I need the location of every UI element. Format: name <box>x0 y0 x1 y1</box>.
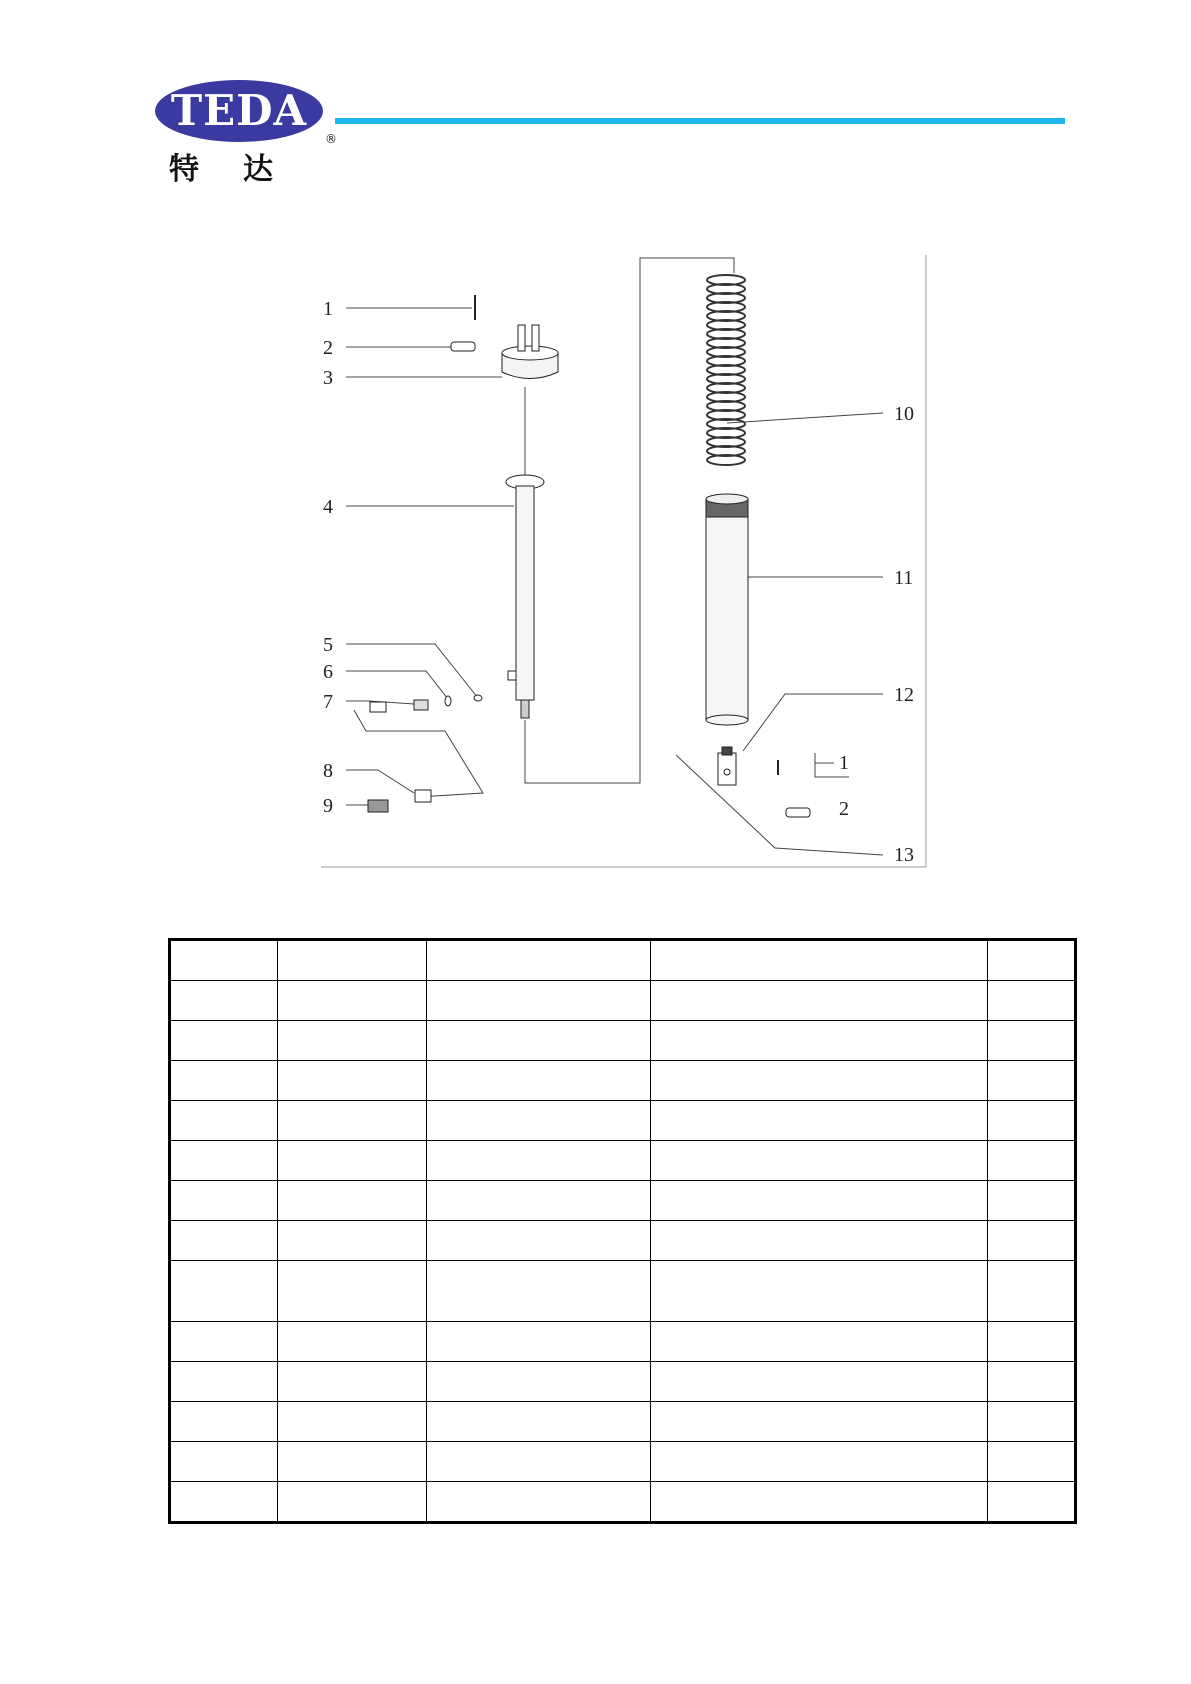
table-cell <box>427 1021 651 1061</box>
table-cell <box>277 1101 427 1141</box>
table-row <box>170 1021 1076 1061</box>
callout-5: 5 <box>323 634 333 656</box>
table-cell <box>277 1221 427 1261</box>
table-cell <box>651 1482 988 1523</box>
table-cell <box>988 1101 1076 1141</box>
table-cell <box>651 1141 988 1181</box>
table-cell <box>651 1181 988 1221</box>
table-cell <box>277 981 427 1021</box>
registered-mark: ® <box>325 132 337 146</box>
table-cell <box>988 1482 1076 1523</box>
table-cell <box>651 1442 988 1482</box>
teda-logo <box>155 80 337 187</box>
table-row <box>170 981 1076 1021</box>
callout-11: 11 <box>894 567 914 589</box>
callout-7: 7 <box>323 691 333 713</box>
callout-6: 6 <box>323 661 333 683</box>
table-cell <box>170 1181 278 1221</box>
part-6 <box>445 696 451 706</box>
table-cell <box>170 940 278 981</box>
callout-8: 8 <box>323 760 333 782</box>
tube-part-11 <box>706 494 748 725</box>
table-cell <box>427 1181 651 1221</box>
table-row <box>170 1442 1076 1482</box>
table-cell <box>170 1362 278 1402</box>
logo-chinese-text: 特达 <box>169 152 317 187</box>
logo-brand-text: TEDA <box>170 86 308 135</box>
callout-13: 13 <box>894 844 914 866</box>
table-cell <box>988 1362 1076 1402</box>
table-row <box>170 1141 1076 1181</box>
callout-12: 12 <box>894 684 914 706</box>
table-cell <box>427 940 651 981</box>
table-cell <box>651 1261 988 1322</box>
table-cell <box>277 1442 427 1482</box>
table-cell <box>651 940 988 981</box>
table-row <box>170 1221 1076 1261</box>
table-cell <box>170 1061 278 1101</box>
table-cell <box>170 1442 278 1482</box>
table-cell <box>277 1482 427 1523</box>
table-cell <box>427 1261 651 1322</box>
table-cell <box>988 1322 1076 1362</box>
callout-2-right: 2 <box>839 798 849 820</box>
table-cell <box>988 1141 1076 1181</box>
table-cell <box>427 1101 651 1141</box>
table-row <box>170 1322 1076 1362</box>
table-cell <box>277 1061 427 1101</box>
header-divider-line <box>335 118 1065 124</box>
table-cell <box>170 1482 278 1523</box>
table-cell <box>651 1322 988 1362</box>
table-cell <box>277 1322 427 1362</box>
table-cell <box>988 940 1076 981</box>
table-row <box>170 1061 1076 1101</box>
callout-2: 2 <box>323 337 333 359</box>
table-cell <box>988 1442 1076 1482</box>
table-cell <box>427 1322 651 1362</box>
table-row <box>170 1261 1076 1322</box>
part-8 <box>415 790 431 802</box>
table-cell <box>988 1261 1076 1322</box>
parts-diagram-svg <box>318 250 928 870</box>
table-cell <box>170 1322 278 1362</box>
table-row <box>170 940 1076 981</box>
table-cell <box>170 981 278 1021</box>
table-cell <box>988 1221 1076 1261</box>
table-row <box>170 1362 1076 1402</box>
table-cell <box>170 1141 278 1181</box>
clevis-part-12 <box>718 747 736 785</box>
parts-table-body <box>170 940 1076 1523</box>
table-cell <box>651 1061 988 1101</box>
table-row <box>170 1402 1076 1442</box>
table-cell <box>988 981 1076 1021</box>
table-row <box>170 1181 1076 1221</box>
callout-1-right: 1 <box>839 752 849 774</box>
table-cell <box>277 1402 427 1442</box>
part-7-nut <box>370 702 386 712</box>
callout-9: 9 <box>323 795 333 817</box>
callout-4: 4 <box>323 496 333 518</box>
table-cell <box>170 1021 278 1061</box>
table-cell <box>427 981 651 1021</box>
table-cell <box>427 1362 651 1402</box>
table-cell <box>427 1141 651 1181</box>
table-cell <box>988 1061 1076 1101</box>
table-cell <box>277 1141 427 1181</box>
table-cell <box>277 940 427 981</box>
rod-part-2-right <box>786 808 810 817</box>
table-cell <box>427 1442 651 1482</box>
table-cell <box>277 1181 427 1221</box>
table-cell <box>170 1261 278 1322</box>
callout-3: 3 <box>323 367 333 389</box>
table-cell <box>988 1181 1076 1221</box>
part-5 <box>474 695 482 701</box>
table-cell <box>277 1021 427 1061</box>
rod-part-2 <box>451 342 475 351</box>
table-cell <box>651 1021 988 1061</box>
table-cell <box>651 1221 988 1261</box>
exploded-parts-diagram <box>318 250 928 870</box>
callout-10: 10 <box>894 403 914 425</box>
table-cell <box>988 1402 1076 1442</box>
table-cell <box>651 1402 988 1442</box>
table-cell <box>651 981 988 1021</box>
parts-list-table <box>168 938 1077 1524</box>
table-cell <box>427 1402 651 1442</box>
table-row <box>170 1101 1076 1141</box>
table-cell <box>170 1221 278 1261</box>
table-cell <box>427 1061 651 1101</box>
table-cell <box>651 1362 988 1402</box>
table-cell <box>427 1482 651 1523</box>
part-7 <box>414 700 428 710</box>
table-cell <box>277 1362 427 1402</box>
table-cell <box>427 1221 651 1261</box>
table-cell <box>170 1402 278 1442</box>
part-9 <box>368 800 388 812</box>
table-cell <box>651 1101 988 1141</box>
callout-1: 1 <box>323 298 333 320</box>
table-row <box>170 1482 1076 1523</box>
table-cell <box>988 1021 1076 1061</box>
table-cell <box>170 1101 278 1141</box>
table-cell <box>277 1261 427 1322</box>
